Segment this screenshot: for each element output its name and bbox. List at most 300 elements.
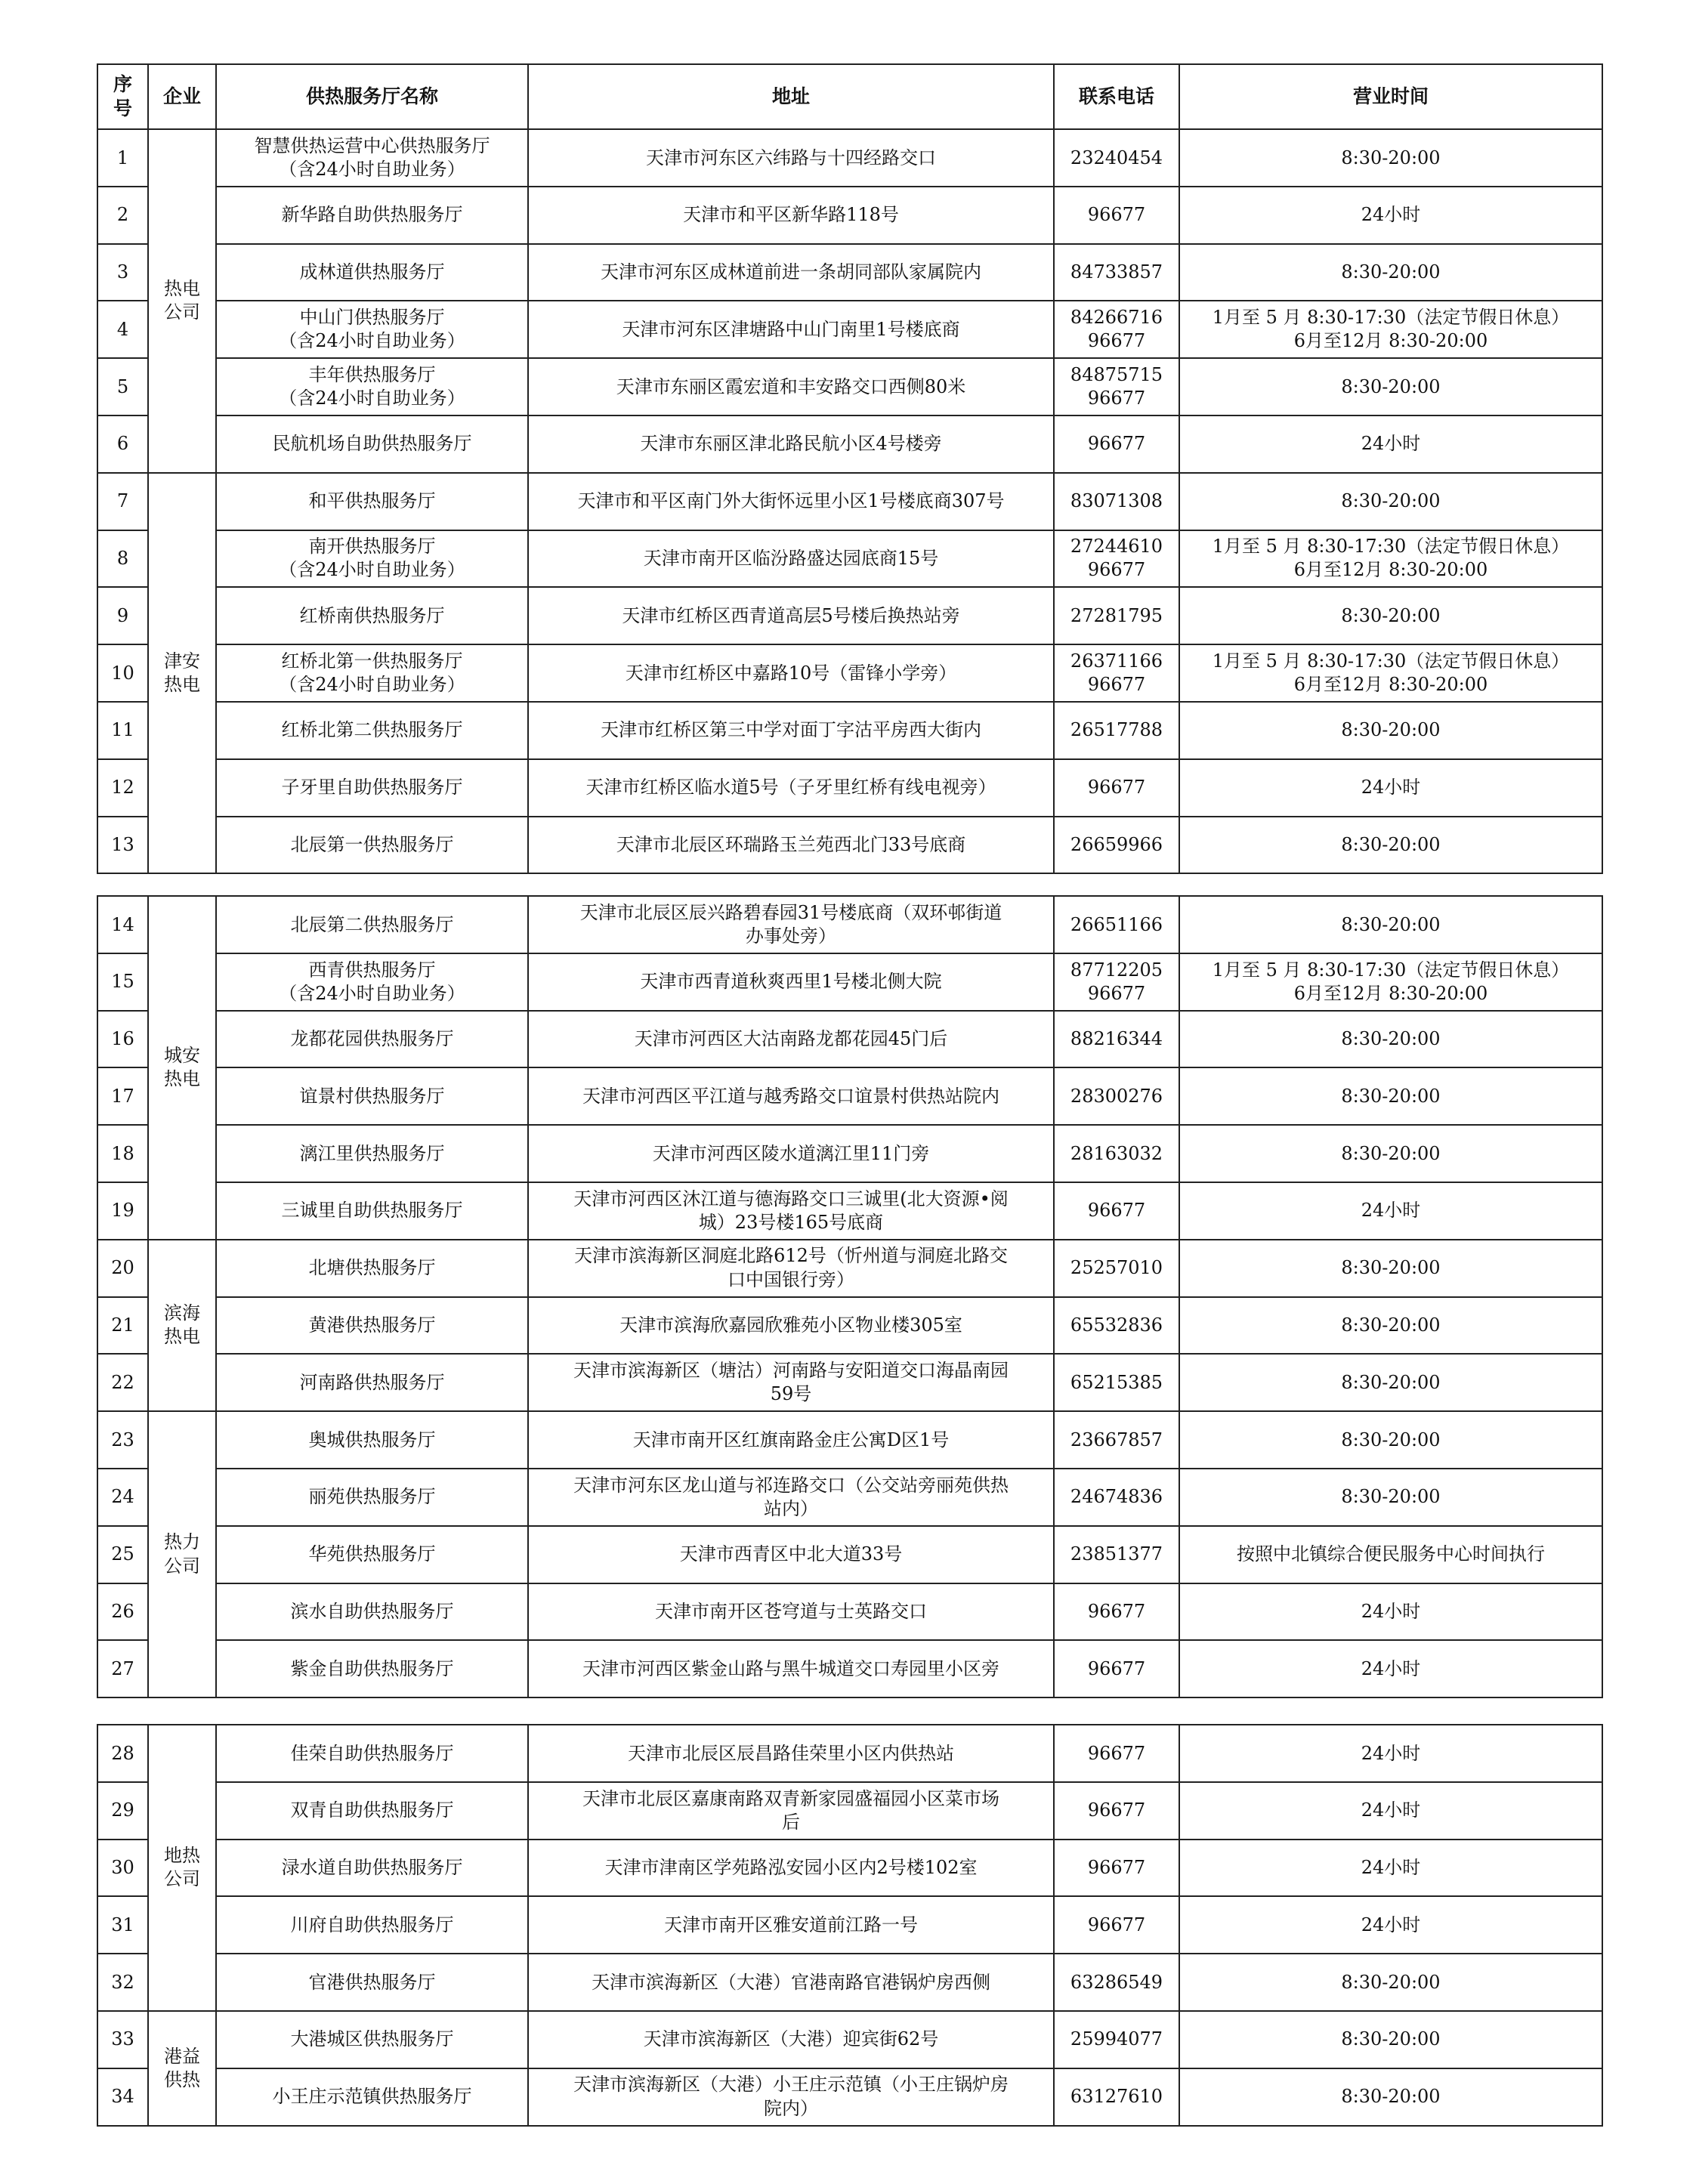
- row-phone: [1054, 1354, 1179, 1411]
- text-line: 23851377: [1070, 1543, 1163, 1565]
- text-line: 63127610: [1070, 2086, 1163, 2108]
- text-line: 河南路供热服务厅: [299, 1371, 445, 1393]
- text-line: 24小时: [1361, 777, 1421, 799]
- text-line: 南开供热服务厅: [308, 536, 436, 558]
- row-address: [528, 1125, 1054, 1182]
- row-seq: 5: [97, 358, 148, 415]
- text-line: 24小时: [1361, 1657, 1421, 1679]
- text-line: 96677: [1087, 388, 1146, 409]
- text-line: 黄港供热服务厅: [308, 1314, 436, 1336]
- row-address: [528, 1954, 1054, 2011]
- row-address: [528, 817, 1054, 874]
- row-phone: [1054, 244, 1179, 301]
- row-address: [528, 587, 1054, 644]
- table-row: [97, 301, 1602, 358]
- row-address: [528, 530, 1054, 588]
- row-phone: [1054, 415, 1179, 473]
- text-line: 滨水自助供热服务厅: [290, 1601, 454, 1623]
- heating-service-table-part-2: [97, 895, 1603, 1698]
- text-line: 天津市西青区中北大道33号: [679, 1543, 903, 1565]
- table-row: [97, 1954, 1602, 2011]
- text-line: 渌水道自助供热服务厅: [281, 1857, 463, 1879]
- text-line: 24小时: [1361, 1799, 1421, 1821]
- text-line: 65532836: [1070, 1314, 1163, 1336]
- text-line: （含24小时自助业务）: [279, 158, 465, 180]
- row-hours: [1179, 187, 1602, 244]
- row-hall-name: [216, 2011, 528, 2068]
- table-row: [97, 1067, 1602, 1125]
- company-binhai: [148, 1240, 216, 1411]
- text-line: 96677: [1087, 674, 1146, 696]
- text-line: 天津市滨海欣嘉园欣雅苑小区物业楼305室: [619, 1314, 962, 1336]
- text-line: 6月至12月 8:30-20:00: [1293, 330, 1488, 352]
- text-line: 96677: [1087, 982, 1146, 1004]
- table-row: [97, 896, 1602, 953]
- row-phone: [1054, 530, 1179, 588]
- row-address: [528, 1782, 1054, 1840]
- table-row: [97, 1583, 1602, 1641]
- text-line: 红桥北第二供热服务厅: [281, 719, 463, 741]
- table-row: [97, 1240, 1602, 1297]
- row-hall-name: [216, 1240, 528, 1297]
- row-address: [528, 187, 1054, 244]
- row-seq: 27: [97, 1640, 148, 1697]
- text-line: 佳荣自助供热服务厅: [290, 1742, 454, 1764]
- row-hall-name: [216, 1297, 528, 1355]
- row-seq: 11: [97, 702, 148, 759]
- row-seq: 8: [97, 530, 148, 588]
- text-line: 1月至 5 月 8:30-17:30（法定节假日休息）: [1212, 536, 1570, 558]
- text-line: （含24小时自助业务）: [279, 674, 465, 696]
- text-line: 天津市和平区南门外大街怀远里小区1号楼底商307号: [577, 490, 1005, 512]
- company-chengan: [148, 896, 216, 1240]
- company-dire: [148, 1725, 216, 2011]
- text-line: 城）23号楼165号底商: [698, 1211, 884, 1233]
- row-phone: [1054, 1954, 1179, 2011]
- row-hall-name: [216, 953, 528, 1011]
- text-line: 地热: [164, 1845, 200, 1867]
- text-line: 23240454: [1070, 147, 1163, 168]
- row-hours: [1179, 1411, 1602, 1469]
- row-phone: [1054, 1640, 1179, 1697]
- text-line: 官港供热服务厅: [308, 1971, 436, 1993]
- table-row: [97, 530, 1602, 588]
- text-line: 23667857: [1070, 1429, 1163, 1450]
- row-hours: [1179, 1782, 1602, 1840]
- row-hall-name: [216, 1840, 528, 1897]
- row-hours: [1179, 817, 1602, 874]
- row-seq: 33: [97, 2011, 148, 2068]
- text-line: 天津市南开区雅安道前江路一号: [664, 1914, 918, 1935]
- text-line: 8:30-20:00: [1341, 1314, 1441, 1336]
- text-line: 6月至12月 8:30-20:00: [1293, 559, 1488, 581]
- text-line: 24小时: [1361, 204, 1421, 226]
- row-hours: [1179, 1469, 1602, 1526]
- heating-service-table-part-3: [97, 1724, 1603, 2127]
- text-line: 天津市北辰区环瑞路玉兰苑西北门33号底商: [616, 834, 966, 856]
- text-line: 96677: [1087, 777, 1146, 799]
- row-seq: 28: [97, 1725, 148, 1782]
- row-phone: [1054, 2011, 1179, 2068]
- row-hall-name: [216, 1011, 528, 1068]
- row-address: [528, 1526, 1054, 1583]
- row-address: [528, 244, 1054, 301]
- text-line: 8:30-20:00: [1341, 1486, 1441, 1508]
- row-hours: [1179, 1297, 1602, 1355]
- text-line: 成林道供热服务厅: [299, 261, 445, 283]
- row-address: [528, 1640, 1054, 1697]
- row-hall-name: [216, 896, 528, 953]
- text-line: 天津市河东区成林道前进一条胡同部队家属院内: [601, 261, 981, 283]
- text-line: 北辰第二供热服务厅: [290, 913, 454, 935]
- text-line: 天津市津南区学苑路泓安园小区内2号楼102室: [604, 1857, 978, 1879]
- row-phone: [1054, 1526, 1179, 1583]
- table-row: [97, 1725, 1602, 1782]
- text-line: 天津市滨海新区（塘沽）河南路与安阳道交口海晶南园: [573, 1360, 1009, 1382]
- text-line: 院内）: [764, 2097, 818, 2119]
- text-line: 96677: [1087, 433, 1146, 455]
- text-line: 丰年供热服务厅: [308, 363, 436, 385]
- row-address: [528, 1011, 1054, 1068]
- text-line: 天津市河东区龙山道与祁连路交口（公交站旁丽苑供热: [573, 1474, 1009, 1496]
- text-line: 公司: [164, 1555, 200, 1577]
- row-phone: [1054, 587, 1179, 644]
- text-line: 8:30-20:00: [1341, 604, 1441, 626]
- heating-service-table-part-1: [97, 63, 1603, 874]
- row-address: [528, 1067, 1054, 1125]
- row-seq: 32: [97, 1954, 148, 2011]
- table-row: [97, 1354, 1602, 1411]
- row-phone: [1054, 1067, 1179, 1125]
- text-line: 子牙里自助供热服务厅: [281, 777, 463, 799]
- row-seq: 6: [97, 415, 148, 473]
- text-line: 热电: [164, 1068, 200, 1090]
- row-seq: 21: [97, 1297, 148, 1355]
- table-row: [97, 1840, 1602, 1897]
- row-phone: [1054, 129, 1179, 187]
- row-phone: [1054, 1240, 1179, 1297]
- company-redian: [148, 129, 216, 473]
- row-phone: [1054, 301, 1179, 358]
- row-hours: [1179, 1840, 1602, 1897]
- row-hours: [1179, 129, 1602, 187]
- text-line: 谊景村供热服务厅: [299, 1085, 445, 1107]
- text-line: 88216344: [1070, 1028, 1163, 1050]
- row-phone: [1054, 1583, 1179, 1641]
- row-seq: 1: [97, 129, 148, 187]
- row-seq: 13: [97, 817, 148, 874]
- row-phone: [1054, 1469, 1179, 1526]
- row-seq: 17: [97, 1067, 148, 1125]
- row-hall-name: [216, 301, 528, 358]
- text-line: 8:30-20:00: [1341, 1028, 1441, 1050]
- text-line: 华苑供热服务厅: [308, 1543, 436, 1565]
- text-line: 天津市滨海新区（大港）小王庄示范镇（小王庄锅炉房: [573, 2074, 1009, 2096]
- row-hours: [1179, 415, 1602, 473]
- row-address: [528, 415, 1054, 473]
- text-line: 96677: [1087, 1799, 1146, 1821]
- table-row: [97, 759, 1602, 817]
- row-hours: [1179, 1954, 1602, 2011]
- table-row: [97, 1640, 1602, 1697]
- text-line: 天津市北辰区辰昌路佳荣里小区内供热站: [628, 1742, 954, 1764]
- row-address: [528, 473, 1054, 530]
- text-line: 24小时: [1361, 1857, 1421, 1879]
- text-line: 天津市河西区沐江道与德海路交口三诚里(北大资源•阅: [573, 1188, 1009, 1209]
- row-hours: [1179, 244, 1602, 301]
- text-line: 26517788: [1070, 719, 1163, 741]
- row-address: [528, 1725, 1054, 1782]
- row-hall-name: [216, 1782, 528, 1840]
- row-hours: [1179, 301, 1602, 358]
- row-seq: 25: [97, 1526, 148, 1583]
- row-hall-name: [216, 358, 528, 415]
- text-line: 中山门供热服务厅: [299, 307, 445, 329]
- table-header-row: [97, 64, 1602, 129]
- company-gangyi: [148, 2011, 216, 2126]
- row-hall-name: [216, 1469, 528, 1526]
- text-line: 87712205: [1070, 959, 1163, 981]
- row-hours: [1179, 1182, 1602, 1240]
- row-phone: [1054, 187, 1179, 244]
- row-seq: 16: [97, 1011, 148, 1068]
- table-row: [97, 817, 1602, 874]
- text-line: 96677: [1087, 1914, 1146, 1935]
- row-hours: [1179, 702, 1602, 759]
- text-line: 奥城供热服务厅: [308, 1429, 436, 1450]
- row-phone: [1054, 358, 1179, 415]
- row-address: [528, 1469, 1054, 1526]
- text-line: 港益: [164, 2045, 200, 2067]
- text-line: 天津市北辰区嘉康南路双青新家园盛福园小区菜市场: [582, 1787, 999, 1809]
- table-row: [97, 129, 1602, 187]
- text-line: （含24小时自助业务）: [279, 559, 465, 581]
- row-hall-name: [216, 2068, 528, 2126]
- row-seq: 19: [97, 1182, 148, 1240]
- text-line: 北辰第一供热服务厅: [290, 834, 454, 856]
- row-hours: [1179, 2011, 1602, 2068]
- table-row: [97, 2068, 1602, 2126]
- text-line: 天津市红桥区第三中学对面丁字沽平房西大街内: [601, 719, 981, 741]
- table-row: [97, 1011, 1602, 1068]
- text-line: 83071308: [1070, 490, 1163, 512]
- text-line: 天津市河西区陵水道漓江里11门旁: [652, 1142, 930, 1164]
- text-line: 天津市红桥区中嘉路10号（雷锋小学旁）: [625, 662, 957, 684]
- text-line: 天津市南开区临汾路盛达园底商15号: [643, 548, 939, 570]
- text-line: （含24小时自助业务）: [279, 330, 465, 352]
- text-line: 后: [782, 1811, 800, 1833]
- text-line: 84875715: [1070, 363, 1163, 385]
- row-hours: [1179, 1125, 1602, 1182]
- text-line: 天津市滨海新区（大港）迎宾街62号: [643, 2028, 939, 2050]
- row-hall-name: [216, 817, 528, 874]
- text-line: 6月至12月 8:30-20:00: [1293, 674, 1488, 696]
- text-line: 丽苑供热服务厅: [308, 1486, 436, 1508]
- text-line: 96677: [1087, 1857, 1146, 1879]
- text-line: 96677: [1087, 1657, 1146, 1679]
- row-hours: [1179, 1354, 1602, 1411]
- text-line: 26651166: [1070, 913, 1163, 935]
- text-line: 8:30-20:00: [1341, 719, 1441, 741]
- text-line: 红桥北第一供热服务厅: [281, 650, 463, 672]
- row-phone: [1054, 1896, 1179, 1954]
- row-hall-name: [216, 702, 528, 759]
- text-line: 24小时: [1361, 1742, 1421, 1764]
- row-address: [528, 358, 1054, 415]
- text-line: 8:30-20:00: [1341, 2086, 1441, 2108]
- text-line: 天津市红桥区西青道高层5号楼后换热站旁: [622, 604, 960, 626]
- row-address: [528, 1583, 1054, 1641]
- row-seq: 26: [97, 1583, 148, 1641]
- row-hours: [1179, 953, 1602, 1011]
- row-hall-name: [216, 1583, 528, 1641]
- row-hours: [1179, 1240, 1602, 1297]
- row-hours: [1179, 358, 1602, 415]
- text-line: 热电: [164, 674, 200, 696]
- row-phone: [1054, 1182, 1179, 1240]
- text-line: 新华路自助供热服务厅: [281, 204, 463, 226]
- row-hours: [1179, 1067, 1602, 1125]
- row-hours: [1179, 1583, 1602, 1641]
- text-line: 天津市河西区平江道与越秀路交口谊景村供热站院内: [582, 1085, 999, 1107]
- row-phone: [1054, 473, 1179, 530]
- text-line: 6月至12月 8:30-20:00: [1293, 982, 1488, 1004]
- table-row: [97, 953, 1602, 1011]
- row-hall-name: [216, 1411, 528, 1469]
- row-seq: 18: [97, 1125, 148, 1182]
- row-address: [528, 702, 1054, 759]
- row-address: [528, 1840, 1054, 1897]
- text-line: 天津市河西区紫金山路与黑牛城道交口寿园里小区旁: [582, 1657, 999, 1679]
- row-hours: [1179, 2068, 1602, 2126]
- text-line: 8:30-20:00: [1341, 261, 1441, 283]
- text-line: 天津市河东区六纬路与十四经路交口: [646, 147, 936, 168]
- text-line: 8:30-20:00: [1341, 490, 1441, 512]
- row-phone: [1054, 759, 1179, 817]
- header-hall-name: 供热服务厅名称: [216, 64, 528, 129]
- row-hall-name: [216, 1354, 528, 1411]
- text-line: 天津市河东区津塘路中山门南里1号楼底商: [622, 318, 960, 340]
- row-hall-name: [216, 1125, 528, 1182]
- row-address: [528, 1240, 1054, 1297]
- text-line: 65215385: [1070, 1371, 1163, 1393]
- text-line: 96677: [1087, 330, 1146, 352]
- row-address: [528, 644, 1054, 702]
- text-line: 84733857: [1070, 261, 1163, 283]
- row-seq: 24: [97, 1469, 148, 1526]
- text-line: 1月至 5 月 8:30-17:30（法定节假日休息）: [1212, 650, 1570, 672]
- text-line: 漓江里供热服务厅: [299, 1142, 445, 1164]
- row-hall-name: [216, 187, 528, 244]
- text-line: 27244610: [1070, 536, 1163, 558]
- text-line: 天津市河西区大沽南路龙都花园45门后: [634, 1028, 948, 1050]
- row-address: [528, 1354, 1054, 1411]
- header-company: 企业: [148, 64, 216, 129]
- row-address: [528, 1896, 1054, 1954]
- table-row: [97, 2011, 1602, 2068]
- text-line: 西青供热服务厅: [308, 959, 436, 981]
- text-line: 天津市南开区苍穹道与士英路交口: [655, 1601, 927, 1623]
- company-reli: [148, 1411, 216, 1697]
- text-line: 8:30-20:00: [1341, 375, 1441, 397]
- row-phone: [1054, 1125, 1179, 1182]
- text-line: 63286549: [1070, 1971, 1163, 1993]
- text-line: 96677: [1087, 1200, 1146, 1222]
- text-line: 8:30-20:00: [1341, 1971, 1441, 1993]
- table-row: [97, 1469, 1602, 1526]
- text-line: 红桥南供热服务厅: [299, 604, 445, 626]
- row-address: [528, 2011, 1054, 2068]
- row-hall-name: [216, 587, 528, 644]
- text-line: 口中国银行旁）: [728, 1268, 854, 1290]
- text-line: 96677: [1087, 1742, 1146, 1764]
- row-seq: 4: [97, 301, 148, 358]
- text-line: 8:30-20:00: [1341, 834, 1441, 856]
- text-line: 24小时: [1361, 1914, 1421, 1935]
- row-hall-name: [216, 1725, 528, 1782]
- table-row: [97, 1297, 1602, 1355]
- row-phone: [1054, 1411, 1179, 1469]
- row-phone: [1054, 2068, 1179, 2126]
- row-address: [528, 1411, 1054, 1469]
- text-line: 28163032: [1070, 1142, 1163, 1164]
- text-line: 27281795: [1070, 604, 1163, 626]
- text-line: 和平供热服务厅: [308, 490, 436, 512]
- row-hall-name: [216, 129, 528, 187]
- table-row: [97, 358, 1602, 415]
- text-line: 天津市和平区新华路118号: [683, 204, 899, 226]
- text-line: 96677: [1087, 559, 1146, 581]
- row-hall-name: [216, 415, 528, 473]
- text-line: 25994077: [1070, 2028, 1163, 2050]
- row-phone: [1054, 1840, 1179, 1897]
- row-address: [528, 953, 1054, 1011]
- row-phone: [1054, 1011, 1179, 1068]
- row-phone: [1054, 644, 1179, 702]
- text-line: 三诚里自助供热服务厅: [281, 1200, 463, 1222]
- header-seq: 序 号: [97, 64, 148, 129]
- row-seq: 30: [97, 1840, 148, 1897]
- row-hall-name: [216, 530, 528, 588]
- row-hall-name: [216, 644, 528, 702]
- table-row: [97, 1182, 1602, 1240]
- row-hours: [1179, 1011, 1602, 1068]
- row-seq: 7: [97, 473, 148, 530]
- row-hours: [1179, 1526, 1602, 1583]
- text-line: 城安: [164, 1045, 200, 1067]
- table-row: [97, 702, 1602, 759]
- text-line: 公司: [164, 301, 200, 323]
- row-address: [528, 2068, 1054, 2126]
- row-address: [528, 1297, 1054, 1355]
- company-jinan: [148, 473, 216, 874]
- row-address: [528, 759, 1054, 817]
- text-line: 天津市西青道秋爽西里1号楼北侧大院: [640, 971, 942, 993]
- row-seq: 22: [97, 1354, 148, 1411]
- text-line: 8:30-20:00: [1341, 913, 1441, 935]
- row-phone: [1054, 1725, 1179, 1782]
- text-line: 24小时: [1361, 433, 1421, 455]
- row-seq: 29: [97, 1782, 148, 1840]
- row-hall-name: [216, 1640, 528, 1697]
- text-line: 8:30-20:00: [1341, 1257, 1441, 1279]
- row-phone: [1054, 896, 1179, 953]
- row-hours: [1179, 1896, 1602, 1954]
- table-row: [97, 473, 1602, 530]
- table-row: [97, 1782, 1602, 1840]
- table-row: [97, 587, 1602, 644]
- row-seq: 9: [97, 587, 148, 644]
